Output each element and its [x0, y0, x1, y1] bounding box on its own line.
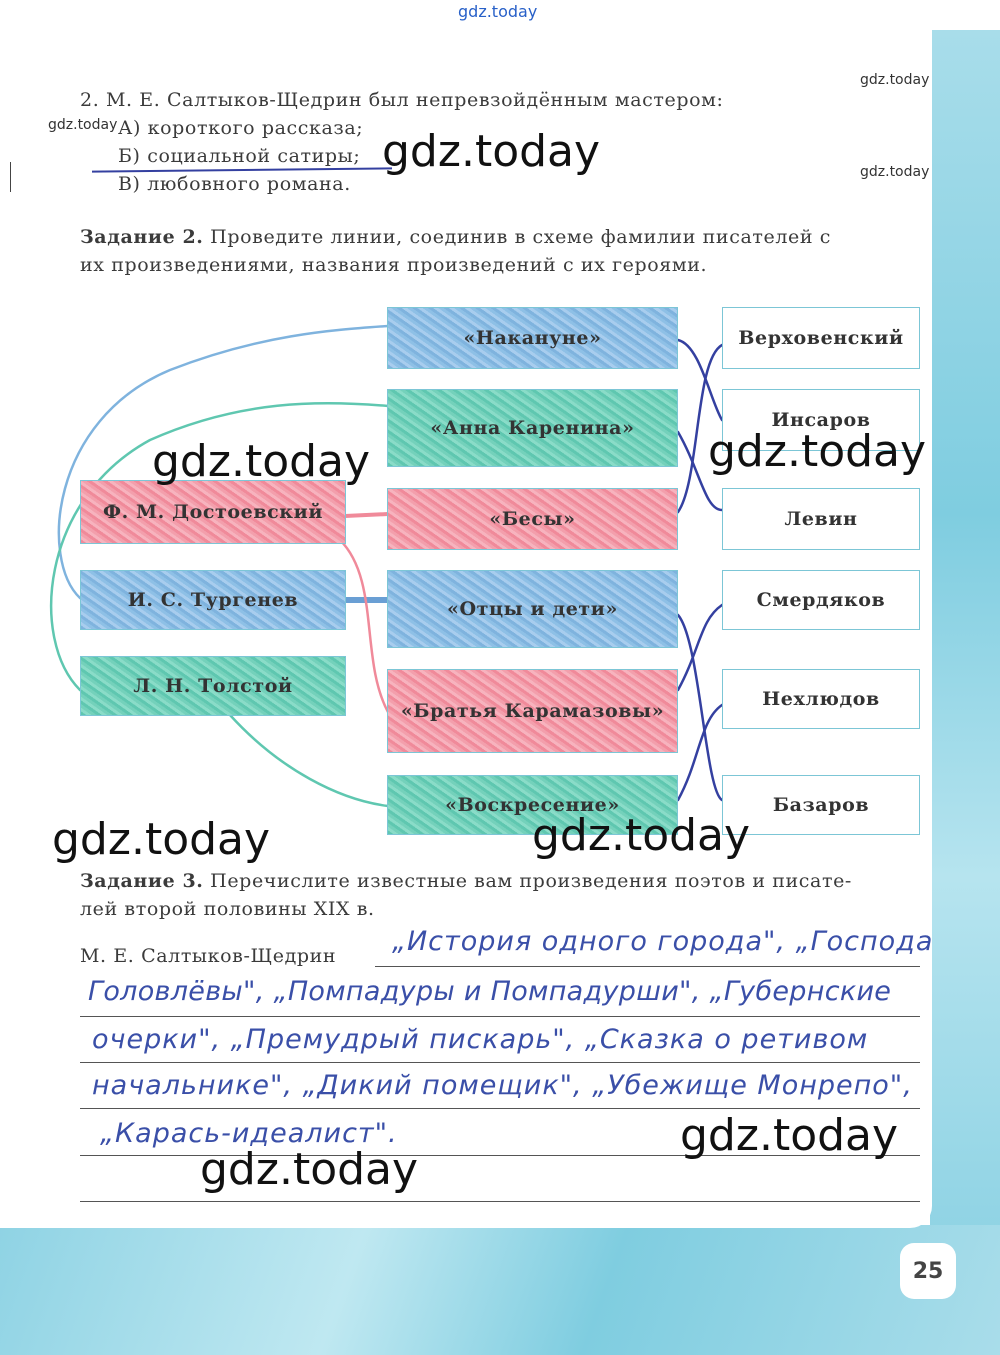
hero-insarov: Инсаров: [722, 389, 920, 451]
work-nakanune: «Накануне»: [387, 307, 678, 369]
hero-levin: Левин: [722, 488, 920, 550]
page-number: 25: [900, 1243, 956, 1299]
writing-line: [80, 1016, 920, 1017]
task3-author: М. Е. Салтыков-Щедрин: [80, 945, 337, 967]
handwritten-line-2: Головлёвы", „Помпадуры и Помпадурши", „Губернские: [88, 976, 892, 1007]
handwritten-line-4: начальнике", „Дикий помещик", „Убежище Монрепо",: [92, 1070, 913, 1101]
watermark-big: gdz.today: [532, 810, 751, 861]
writing-line: [80, 1062, 920, 1063]
author-turgenev: И. С. Тургенев: [80, 570, 346, 630]
writing-line: [80, 1201, 920, 1202]
line-otcy-bazarov: [678, 615, 722, 800]
line-tolstoy-voskresenie: [230, 715, 388, 806]
watermark-big: gdz.today: [200, 1144, 419, 1195]
work-anna-karenina: «Анна Каренина»: [387, 389, 678, 467]
watermark-small: gdz.today: [48, 117, 118, 133]
watermark-big: gdz.today: [152, 436, 371, 487]
line-bratya-smerdyakov: [678, 605, 722, 690]
author-dostoevsky: Ф. М. Достоевский: [80, 480, 346, 544]
hero-nekhlyudov: Нехлюдов: [722, 669, 920, 729]
task3-text: Перечислите известные вам произведения поэтов и писате-: [210, 870, 852, 892]
work-bratya-karamazovy: «Братья Карамазовы»: [387, 669, 678, 753]
writing-line: [375, 966, 920, 967]
watermark-top: gdz.today: [458, 2, 538, 21]
hero-verkhovensky: Верховенский: [722, 307, 920, 369]
work-voskresenie: «Воскресение»: [387, 775, 678, 835]
option-b: Б) социальной сатиры;: [118, 145, 361, 167]
watermark-big: gdz.today: [708, 426, 927, 477]
watermark-small: gdz.today: [860, 72, 930, 88]
watermark-big: gdz.today: [382, 126, 601, 177]
hero-smerdyakov: Смердяков: [722, 570, 920, 630]
watermark-big: gdz.today: [52, 814, 271, 865]
watermark-small: gdz.today: [860, 164, 930, 180]
handwritten-line-3: очерки", „Премудрый пискарь", „Сказка о ретивом: [92, 1024, 869, 1055]
task2-text: Проведите линии, соединив в схеме фамилии писателей с: [210, 226, 831, 248]
task2-label: Задание 2.: [80, 226, 204, 248]
work-besy: «Бесы»: [387, 488, 678, 550]
task3-line2: лей второй половины XIX в.: [80, 898, 375, 920]
task3-line1: [80, 867, 852, 895]
line-dostoevsky-bratya: [340, 540, 388, 712]
writing-line: [80, 1108, 920, 1109]
option-a: А) короткого рассказа;: [118, 117, 364, 139]
option-c: В) любовного романа.: [118, 173, 351, 195]
line-dostoevsky-besy: [345, 514, 388, 516]
watermark-big: gdz.today: [680, 1110, 899, 1161]
task3-label: Задание 3.: [80, 870, 204, 892]
author-tolstoy: Л. Н. Толстой: [80, 656, 346, 716]
handwritten-line-5: „Карась-идеалист".: [100, 1118, 398, 1149]
task2-line2: их произведениями, названия произведений с их героями.: [80, 254, 708, 276]
hero-bazarov: Базаров: [722, 775, 920, 835]
handwritten-line-1: „История одного города", „Господа: [392, 926, 934, 957]
question-stem: 2. М. Е. Салтыков-Щедрин был непревзойдённым мастером:: [80, 89, 724, 111]
work-otcy-i-deti: «Отцы и дети»: [387, 570, 678, 648]
